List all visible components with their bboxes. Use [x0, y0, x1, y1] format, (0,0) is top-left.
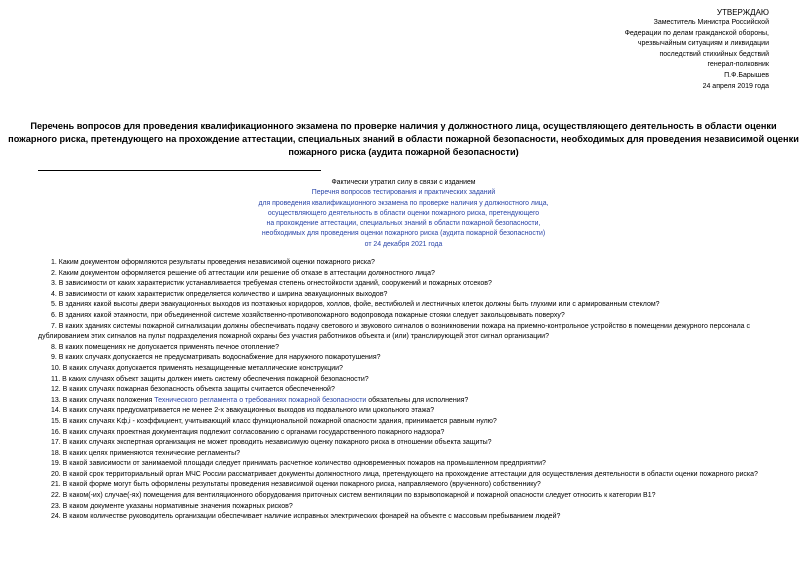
approval-line: П.Ф.Барышев — [724, 71, 769, 79]
question-item — [38, 396, 769, 407]
approval-line: Заместитель Министра Российской — [653, 19, 769, 26]
repeal-notice — [150, 178, 657, 250]
question-item: 2. Каким документом оформляется решение об аттестации или решение об отказе в аттестации должностного лица? — [51, 269, 435, 277]
approval-block — [539, 7, 769, 92]
notice-link-line: на прохождение аттестации, специальных знаний в области пожарной безопасности, — [266, 220, 541, 228]
question-item: 8. В каких помещениях не допускается применять печное отопление? — [51, 343, 279, 351]
question-item: 1. Каким документом оформляются результаты проведения независимой оценки пожарного риска? — [51, 259, 375, 266]
question-text: обязательны для исполнения? — [366, 396, 469, 404]
question-item: 6. В зданиях какой этажности, при объединенной системе хозяйственно-противопожарного водопровода пожарные стояки следует закольцовывать поверху? — [51, 311, 565, 319]
question-item: 22. В каком(-их) случае(-ях) помещения для вентиляционного оборудования приточных систем вентиляции по взрывопожарной и пожарной опасности следует относить к категории В1? — [51, 492, 656, 500]
approval-heading: УТВЕРЖДАЮ — [716, 8, 769, 17]
question-item: 4. В зависимости от каких характеристик определяется количество и ширина эвакуационных выходов? — [51, 290, 388, 298]
approval-line: Федерации по делам гражданской обороны, — [624, 29, 769, 37]
question-item: 18. В каких целях применяются технические регламенты? — [51, 449, 240, 457]
notice-intro: Фактически утратил силу в связи с изданием — [331, 179, 476, 186]
question-text: 13. В каких случаях положения — [51, 396, 155, 404]
question-item: 24. В каком количестве руководитель организации обеспечивает наличие исправных электрических фонарей на объекте с массовым пребыванием людей? — [51, 513, 561, 521]
question-item: 16. В каких случаях проектная документация подлежит согласованию с органами государственного пожарного надзора? — [51, 428, 445, 436]
notice-link-line: для проведения квалификационного экзамена по проверке наличия у должностного лица, — [258, 199, 549, 207]
questions-list — [38, 258, 769, 523]
notice-link[interactable] — [150, 188, 657, 250]
question-item: 11. В каких случаях объект защиты должен иметь систему обеспечения пожарной безопасности? — [51, 375, 369, 383]
question-item: 5. В зданиях какой высоты двери эвакуационных выходов из поэтажных коридоров, холлов, фойе, вестибюлей и лестничных клеток должны быть глухими или с армированным стеклом? — [51, 301, 660, 309]
question-item: 3. В зависимости от каких характеристик устанавливается требуемая степень огнестойкости зданий, сооружений и пожарных отсеков? — [51, 280, 492, 288]
question-item: 14. В каких случаях предусматривается не менее 2-х эвакуационных выходов из подвального или цокольного этажа? — [51, 407, 435, 415]
divider — [38, 170, 321, 171]
question-item: 23. В каком документе указаны нормативные значения пожарных рисков? — [51, 502, 293, 510]
question-item: 20. В какой срок территориальный орган МЧС России рассматривает документы должностного лица, претендующего на прохождение аттестации для осуществления деятельности в области оценки пожарного риска? — [51, 470, 758, 478]
notice-link-line: Перечня вопросов тестирования и практических заданий — [311, 189, 496, 197]
approval-line: последствий стихийных бедствий — [659, 50, 769, 58]
regulation-link[interactable]: Технического регламента о требованиях пожарной безопасности — [154, 396, 367, 404]
document-title: Перечень вопросов для проведения квалификационного экзамена по проверке наличия у должностного лица, осуществляющего деятельность в области оценки пожарного риска, претендующего на прохождение аттестации, специальных знаний в области пожарной безопасности, необходимых для проведения независимой оценки пожарного риска (аудита пожарной безопасности) — [8, 121, 799, 157]
notice-link-line: от 24 декабря 2021 года — [364, 240, 443, 248]
question-item: 7. В каких зданиях системы пожарной сигнализации должны обеспечивать подачу светового и звукового сигналов о возникновении пожара на приемно-контрольное устройство в помещении дежурного персонала с дублированием этих сигналов на пульт подразделения пожарной охраны без участия работников объекта и (или) транслирующей этот сигнал организации? — [38, 322, 751, 341]
question-item: 15. В каких случаях Kф,i - коэффициент, учитывающий класс функциональной пожарной опасности здания, принимается равным нулю? — [51, 417, 497, 425]
approval-line: чрезвычайным ситуациям и ликвидации — [637, 40, 769, 48]
approval-line: генерал-полковник — [707, 61, 769, 69]
notice-link-line: осуществляющего деятельность в области оценки пожарного риска, претендующего — [267, 209, 540, 217]
notice-link-line: необходимых для проведения оценки пожарного риска (аудита пожарной безопасности) — [261, 230, 546, 238]
approval-line: 24 апреля 2019 года — [702, 82, 769, 90]
question-item: 17. В каких случаях экспертная организация не может проводить независимую оценку пожарного риска в отношении объекта защиты? — [51, 439, 492, 447]
question-item: 12. В каких случаях пожарная безопасность объекта защиты считается обеспеченной? — [51, 386, 335, 394]
question-item: 19. В какой зависимости от занимаемой площади следует принимать расчетное количество одновременных пожаров на промышленном предприятии? — [51, 460, 546, 468]
question-item: 9. В каких случаях допускается не предусматривать водоснабжение для наружного пожаротушения? — [51, 354, 381, 362]
question-item: 10. В каких случаях допускается применять незащищенные металлические конструкции? — [51, 364, 343, 372]
question-item: 21. В какой форме могут быть оформлены результаты проведения независимой оценки пожарного риска, направляемого (врученного) собственнику? — [51, 481, 541, 489]
